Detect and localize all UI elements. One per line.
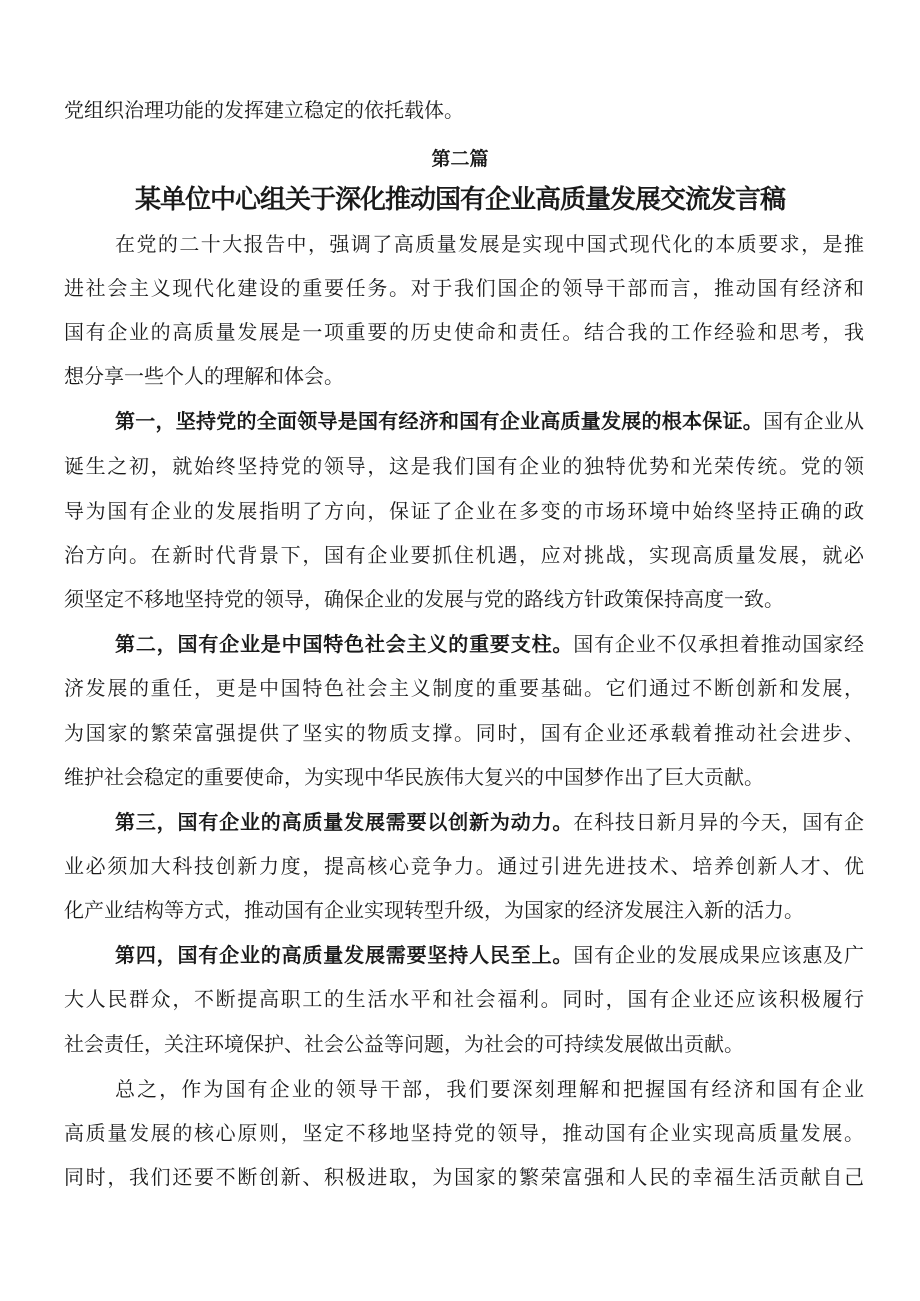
point-heading: 第四，国有企业的高质量发展需要坚持人民至上。	[115, 943, 574, 967]
point-2-line: 济发展的重任，更是中国特色社会主义制度的重要基础。它们通过不断创新和发展，	[64, 676, 864, 700]
previous-article-tail: 党组织治理功能的发挥建立稳定的依托载体。	[64, 98, 464, 122]
point-text: 国有企业从	[763, 409, 864, 433]
point-3-first-line	[64, 808, 864, 836]
point-heading: 第二，国有企业是中国特色社会主义的重要支柱。	[115, 632, 574, 656]
intro-line: 在党的二十大报告中，强调了高质量发展是实现中国式现代化的本质要求，是推	[115, 232, 864, 256]
point-4-first-line	[64, 941, 864, 969]
point-1-line: 治方向。在新时代背景下，国有企业要抓住机遇，应对挑战，实现高质量发展，就必	[64, 543, 864, 567]
point-1-line: 导为国有企业的发展指明了方向，保证了企业在多变的市场环境中始终坚持正确的政	[64, 499, 864, 523]
point-3-line: 业必须加大科技创新力度，提高核心竞争力。通过引进先进技术、培养创新人才、优	[64, 854, 864, 878]
point-2-line: 维护社会稳定的重要使命，为实现中华民族伟大复兴的中国梦作出了巨大贡献。	[64, 765, 764, 789]
point-1-line: 诞生之初，就始终坚持党的领导，这是我们国有企业的独特优势和光荣传统。党的领	[64, 454, 864, 478]
point-2-first-line	[64, 630, 864, 658]
point-1-line: 须坚定不移地坚持党的领导，确保企业的发展与党的路线方针政策保持高度一致。	[64, 587, 784, 611]
point-heading: 第三，国有企业的高质量发展需要以创新为动力。	[115, 810, 574, 834]
intro-line: 想分享一些个人的理解和体会。	[64, 364, 344, 388]
point-text: 国有企业不仅承担着推动国家经	[573, 632, 864, 656]
point-1-first-line	[64, 407, 864, 435]
point-2-line: 为国家的繁荣富强提供了坚实的物质支撑。同时，国有企业还承载着推动社会进步、	[64, 721, 864, 745]
intro-line: 进社会主义现代化建设的重要任务。对于我们国企的领导干部而言，推动国有经济和	[64, 276, 864, 300]
intro-line: 国有企业的高质量发展是一项重要的历史使命和责任。结合我的工作经验和思考，我	[64, 320, 864, 344]
section-label: 第二篇	[431, 148, 489, 170]
closing-line: 同时，我们还要不断创新、积极进取，为国家的繁荣富强和人民的幸福生活贡献自己	[64, 1165, 864, 1189]
closing-line: 总之，作为国有企业的领导干部，我们要深刻理解和把握国有经济和国有企业	[115, 1077, 864, 1101]
point-4-line: 社会责任，关注环境保护、社会公益等问题，为社会的可持续发展做出贡献。	[64, 1032, 744, 1056]
point-heading: 第一，坚持党的全面领导是国有经济和国有企业高质量发展的根本保证。	[115, 409, 763, 433]
point-text: 在科技日新月异的今天，国有企	[573, 810, 864, 834]
point-3-line: 化产业结构等方式，推动国有企业实现转型升级，为国家的经济发展注入新的活力。	[64, 898, 804, 922]
point-text: 国有企业的发展成果应该惠及广	[573, 943, 864, 967]
closing-line: 高质量发展的核心原则，坚定不移地坚持党的领导，推动国有企业实现高质量发展。	[64, 1121, 864, 1145]
document-title: 某单位中心组关于深化推动国有企业高质量发展交流发言稿	[134, 185, 785, 215]
point-4-line: 大人民群众，不断提高职工的生活水平和社会福利。同时，国有企业还应该积极履行	[64, 987, 864, 1011]
